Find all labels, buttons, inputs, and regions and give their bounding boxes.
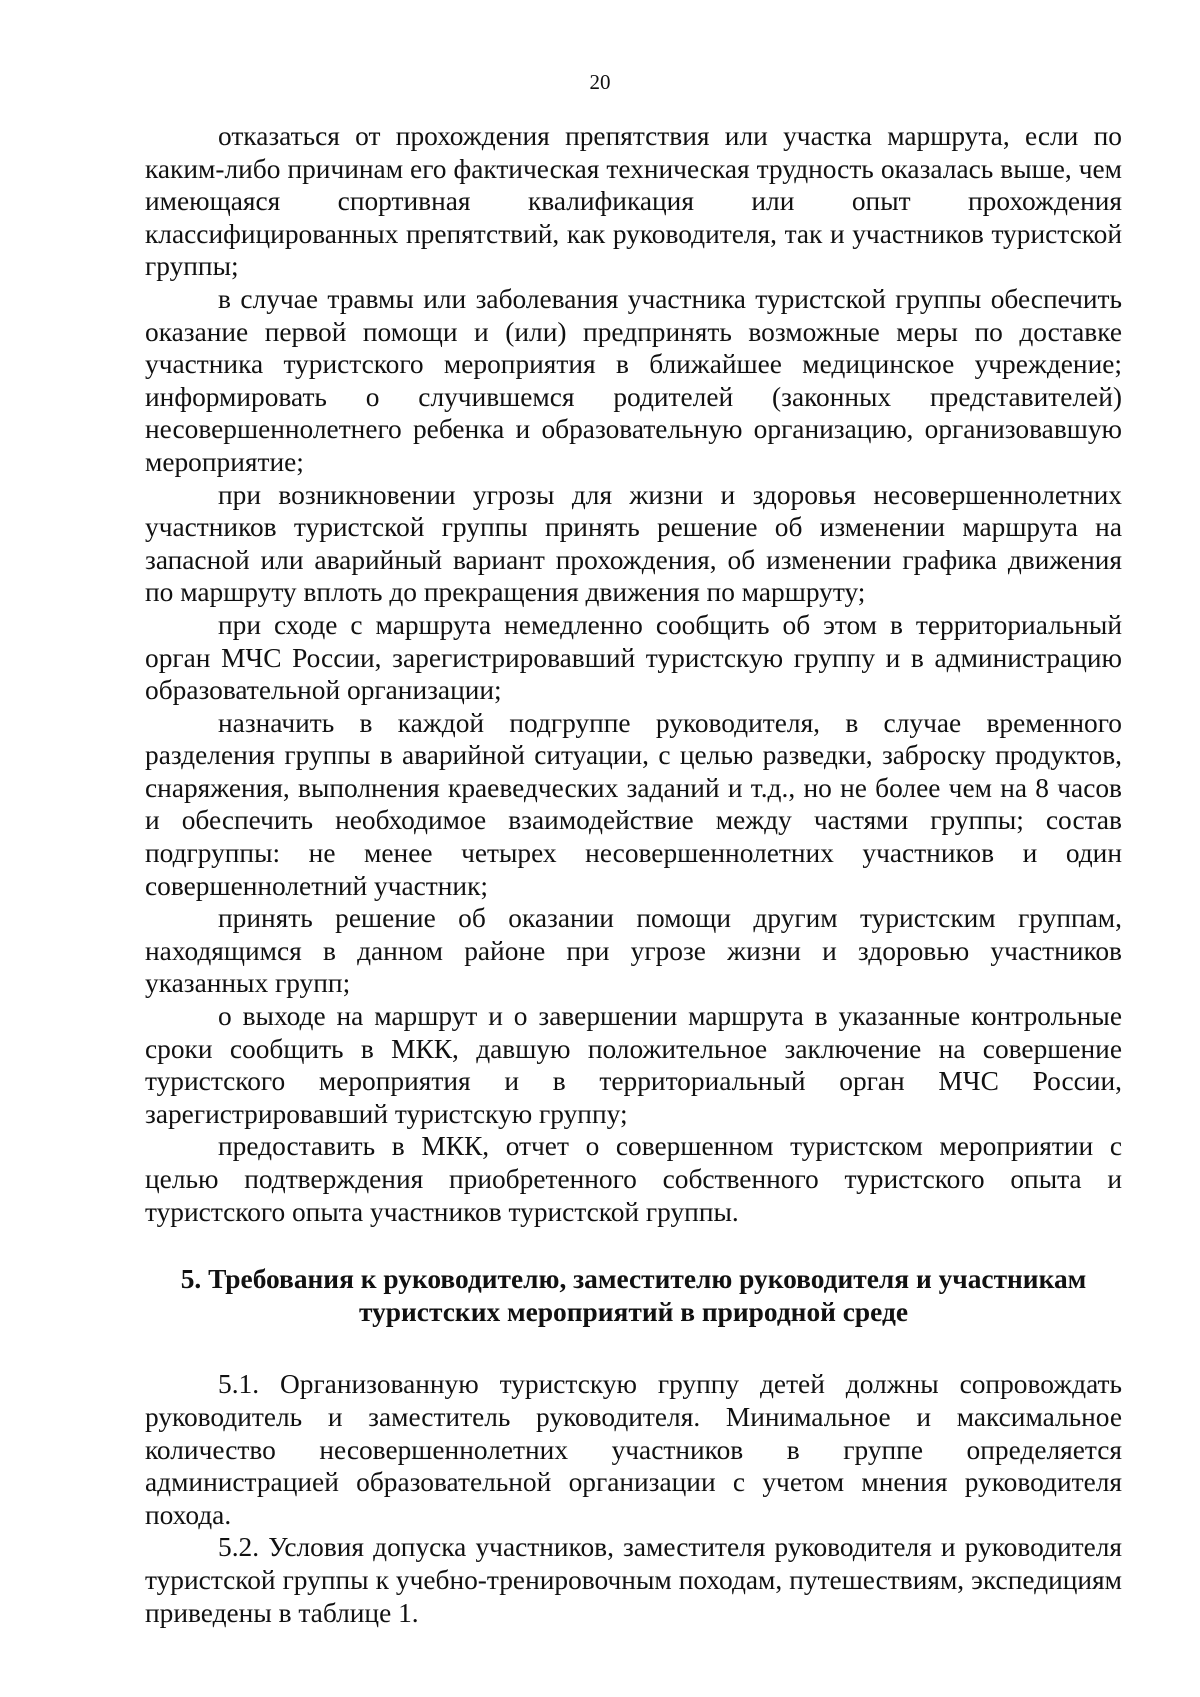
paragraph-subgroup: назначить в каждой подгруппе руководителя, в случае временного разделения группы в аварийной ситуации, с целью разведки, заброску продуктов, снаряжения, выполнения краеведческих заданий и т.д., но не более чем на 8 часов и обеспечить необходимое взаимодействие между частями группы; состав подгруппы: не менее четырех несовершеннолетних участников и один совершеннолетний участник; <box>145 707 1122 901</box>
section-heading <box>145 1263 1122 1328</box>
section-heading-line-1: 5. Требования к руководителю, заместителю руководителя и участникам <box>180 1264 1087 1295</box>
body-text <box>145 120 1122 1629</box>
paragraph-5-2: 5.2. Условия допуска участников, заместителя руководителя и руководителя туристской группы к учебно-тренировочным походам, путешествиям, экспедициям приведены в таблице 1. <box>145 1532 1122 1628</box>
paragraph-refuse-obstacle: отказаться от прохождения препятствия или участка маршрута, если по каким-либо причинам его фактическая техническая трудность оказалась выше, чем имеющаяся спортивная квалификация или опыт прохождения классифицированных препятствий, как руководителя, так и участников туристской группы; <box>145 121 1122 282</box>
paragraph-submit-report: предоставить в МКК, отчет о совершенном туристском мероприятии с целью подтверждения приобретенного собственного туристского опыта и туристского опыта участников туристской группы. <box>145 1131 1122 1227</box>
paragraph-report-mkk: о выходе на маршрут и о завершении маршрута в указанные контрольные сроки сообщить в МКК, давшую положительное заключение на совершение туристского мероприятия и в территориальный орган МЧС России, зарегистрировавший туристскую группу; <box>145 1001 1122 1129</box>
paragraph-help-others: принять решение об оказании помощи другим туристским группам, находящимся в данном районе при угрозе жизни и здоровью участников указанных групп; <box>145 903 1122 999</box>
page-number: 20 <box>589 70 611 94</box>
paragraph-leaving-route: при сходе с маршрута немедленно сообщить об этом в территориальный орган МЧС России, зарегистрировавший туристскую группу и в администрацию образовательной организации; <box>145 609 1122 706</box>
paragraph-5-1: 5.1. Организованную туристскую группу детей должны сопровождать руководитель и заместитель руководителя. Минимальное и максимальное количество несовершеннолетних участников в группе определяется администрацией образовательной организации с учетом мнения руководителя похода. <box>145 1369 1122 1530</box>
section-heading-line-2: туристских мероприятий в природной среде <box>359 1296 908 1327</box>
spacer <box>145 1328 1122 1368</box>
paragraph-threat: при возникновении угрозы для жизни и здоровья несовершеннолетних участников туристской группы принять решение об изменении маршрута на запасной или аварийный вариант прохождения, об изменении графика движения по маршруту вплоть до прекращения движения по маршруту; <box>145 479 1122 608</box>
paragraph-injury: в случае травмы или заболевания участника туристской группы обеспечить оказание первой помощи и (или) предпринять возможные меры по доставке участника туристского мероприятия в ближайшее медицинское учреждение; информировать о случившемся родителей (законных представителей) несовершеннолетнего ребенка и образовательную организацию, организовавшую мероприятие; <box>145 283 1122 477</box>
